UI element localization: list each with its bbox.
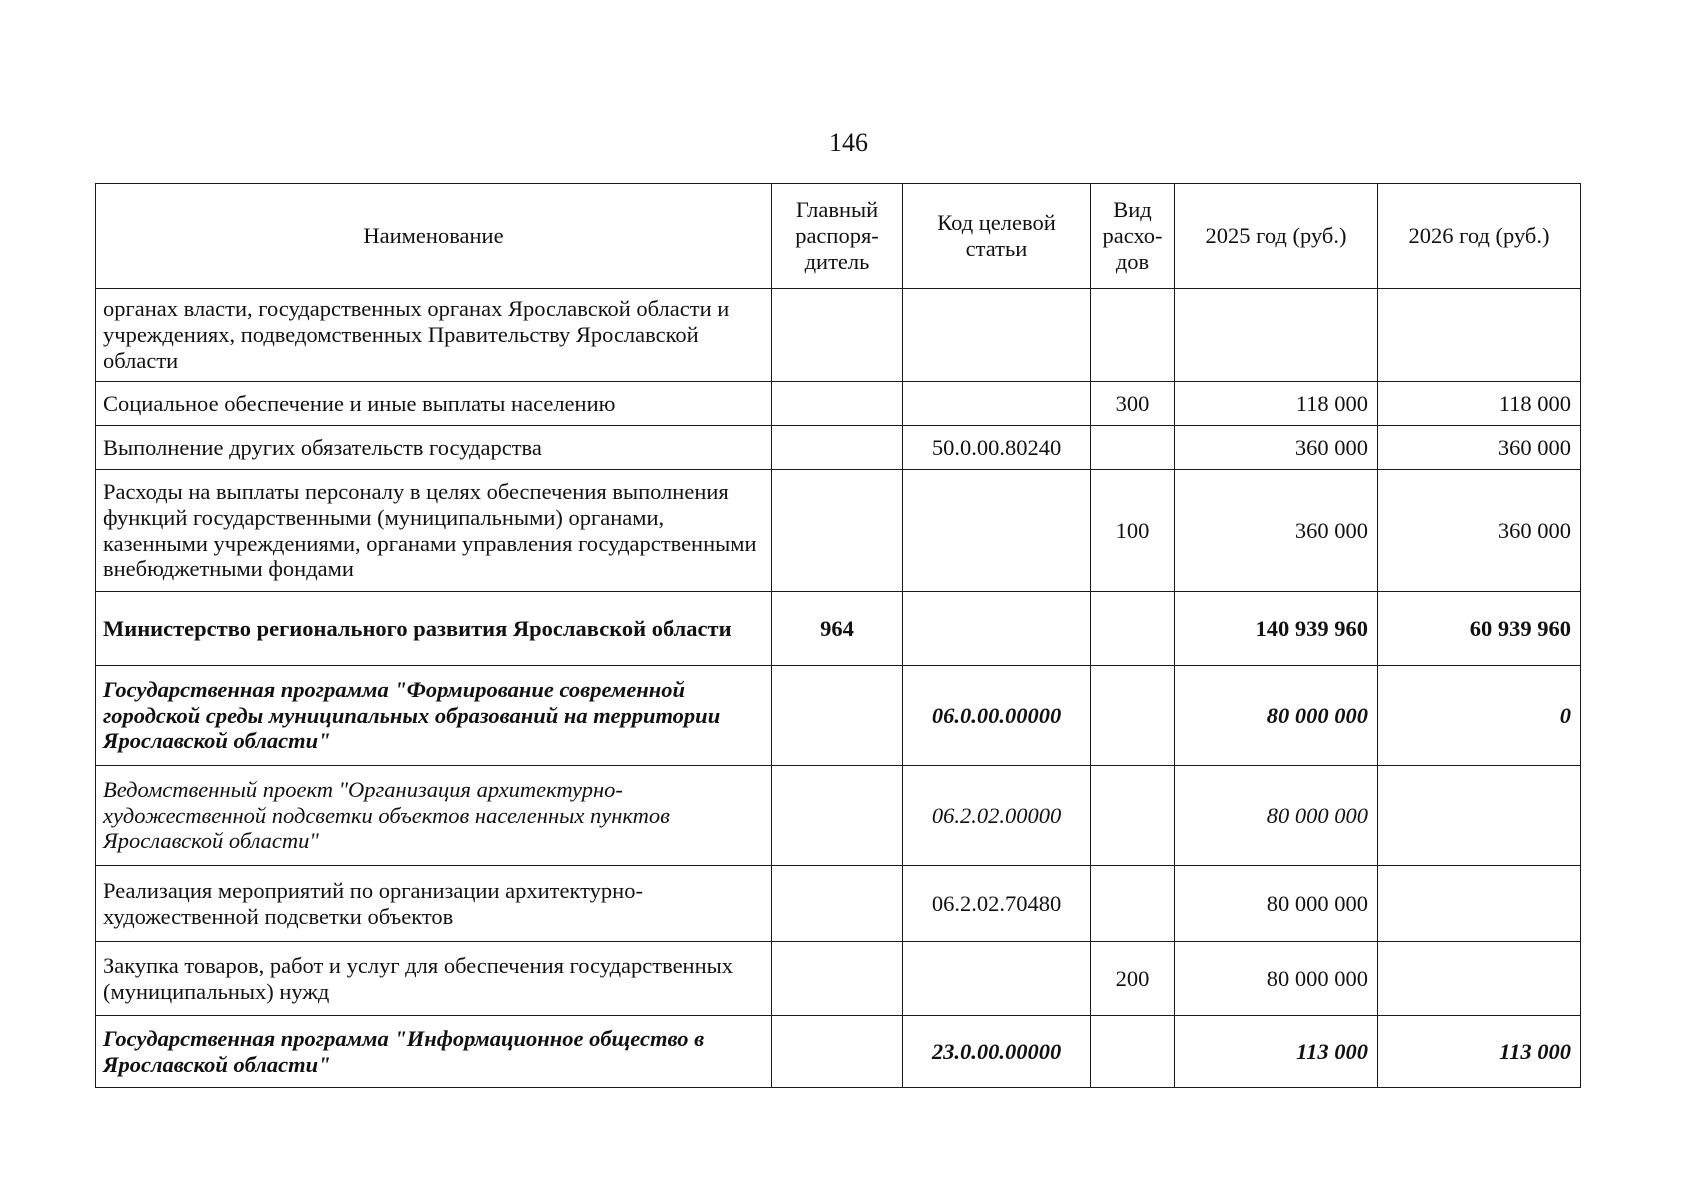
- cell-2026: 0: [1378, 666, 1581, 766]
- cell-vid: [1091, 766, 1175, 866]
- cell-code: [903, 942, 1091, 1016]
- cell-vid: 100: [1091, 470, 1175, 592]
- cell-name: Министерство регионального развития Ярославской области: [96, 592, 772, 666]
- table-row: [96, 426, 1581, 470]
- table-row: [96, 942, 1581, 1016]
- cell-code: 50.0.00.80240: [903, 426, 1091, 470]
- cell-2025: 118 000: [1175, 382, 1378, 426]
- cell-2026: 360 000: [1378, 426, 1581, 470]
- table-row: [96, 382, 1581, 426]
- budget-table: [95, 183, 1581, 1088]
- cell-glavny: [772, 866, 903, 942]
- page-number: 146: [829, 128, 868, 157]
- cell-name: Ведомственный проект "Организация архитектурно-художественной подсветки объектов населенных пунктов Ярославской области": [96, 766, 772, 866]
- header-code: Код целевой статьи: [903, 184, 1091, 289]
- cell-vid: [1091, 289, 1175, 382]
- cell-glavny: [772, 289, 903, 382]
- table-header-row: [96, 184, 1581, 289]
- cell-glavny: [772, 382, 903, 426]
- table-row: [96, 289, 1581, 382]
- cell-glavny: [772, 942, 903, 1016]
- cell-vid: 200: [1091, 942, 1175, 1016]
- header-vid: Вид расхо-дов: [1091, 184, 1175, 289]
- header-glavny: Главный распоря-дитель: [772, 184, 903, 289]
- cell-2026: 113 000: [1378, 1016, 1581, 1088]
- header-2026: 2026 год (руб.): [1378, 184, 1581, 289]
- table-row: [96, 666, 1581, 766]
- cell-2026: 118 000: [1378, 382, 1581, 426]
- cell-2025: 80 000 000: [1175, 942, 1378, 1016]
- cell-2025: 80 000 000: [1175, 666, 1378, 766]
- cell-2026: [1378, 942, 1581, 1016]
- cell-name: Государственная программа "Информационное общество в Ярославской области": [96, 1016, 772, 1088]
- cell-vid: 300: [1091, 382, 1175, 426]
- cell-name: Реализация мероприятий по организации архитектурно-художественной подсветки объектов: [96, 866, 772, 942]
- cell-2025: 140 939 960: [1175, 592, 1378, 666]
- cell-code: 23.0.00.00000: [903, 1016, 1091, 1088]
- cell-2025: 80 000 000: [1175, 766, 1378, 866]
- cell-2025: 80 000 000: [1175, 866, 1378, 942]
- cell-code: [903, 592, 1091, 666]
- cell-glavny: [772, 470, 903, 592]
- table-row: [96, 592, 1581, 666]
- header-2025: 2025 год (руб.): [1175, 184, 1378, 289]
- cell-name: Государственная программа "Формирование современной городской среды муниципальных образований на территории Ярославской области": [96, 666, 772, 766]
- cell-vid: [1091, 426, 1175, 470]
- cell-code: 06.0.00.00000: [903, 666, 1091, 766]
- cell-vid: [1091, 1016, 1175, 1088]
- cell-2026: [1378, 289, 1581, 382]
- cell-2025: [1175, 289, 1378, 382]
- cell-vid: [1091, 866, 1175, 942]
- cell-glavny: [772, 766, 903, 866]
- cell-code: [903, 382, 1091, 426]
- cell-2026: [1378, 766, 1581, 866]
- header-name: Наименование: [96, 184, 772, 289]
- cell-2026: [1378, 866, 1581, 942]
- cell-name: Выполнение других обязательств государства: [96, 426, 772, 470]
- cell-glavny: [772, 1016, 903, 1088]
- table-row: [96, 766, 1581, 866]
- cell-vid: [1091, 592, 1175, 666]
- table-row: [96, 470, 1581, 592]
- cell-code: 06.2.02.70480: [903, 866, 1091, 942]
- cell-glavny: [772, 426, 903, 470]
- cell-vid: [1091, 666, 1175, 766]
- cell-code: [903, 289, 1091, 382]
- cell-name: Закупка товаров, работ и услуг для обеспечения государственных (муниципальных) нужд: [96, 942, 772, 1016]
- cell-2026: 360 000: [1378, 470, 1581, 592]
- table-row: [96, 866, 1581, 942]
- cell-code: [903, 470, 1091, 592]
- cell-2025: 113 000: [1175, 1016, 1378, 1088]
- cell-2025: 360 000: [1175, 470, 1378, 592]
- cell-name: Расходы на выплаты персоналу в целях обеспечения выполнения функций государственными (муниципальными) органами, казенными учреждениями, органами управления государственными внебюджетными фондами: [96, 470, 772, 592]
- cell-name: органах власти, государственных органах Ярославской области и учреждениях, подведомственных Правительству Ярославской области: [96, 289, 772, 382]
- cell-glavny: [772, 666, 903, 766]
- cell-glavny: 964: [772, 592, 903, 666]
- cell-code: 06.2.02.00000: [903, 766, 1091, 866]
- cell-2026: 60 939 960: [1378, 592, 1581, 666]
- cell-name: Социальное обеспечение и иные выплаты населению: [96, 382, 772, 426]
- cell-2025: 360 000: [1175, 426, 1378, 470]
- table-row: [96, 1016, 1581, 1088]
